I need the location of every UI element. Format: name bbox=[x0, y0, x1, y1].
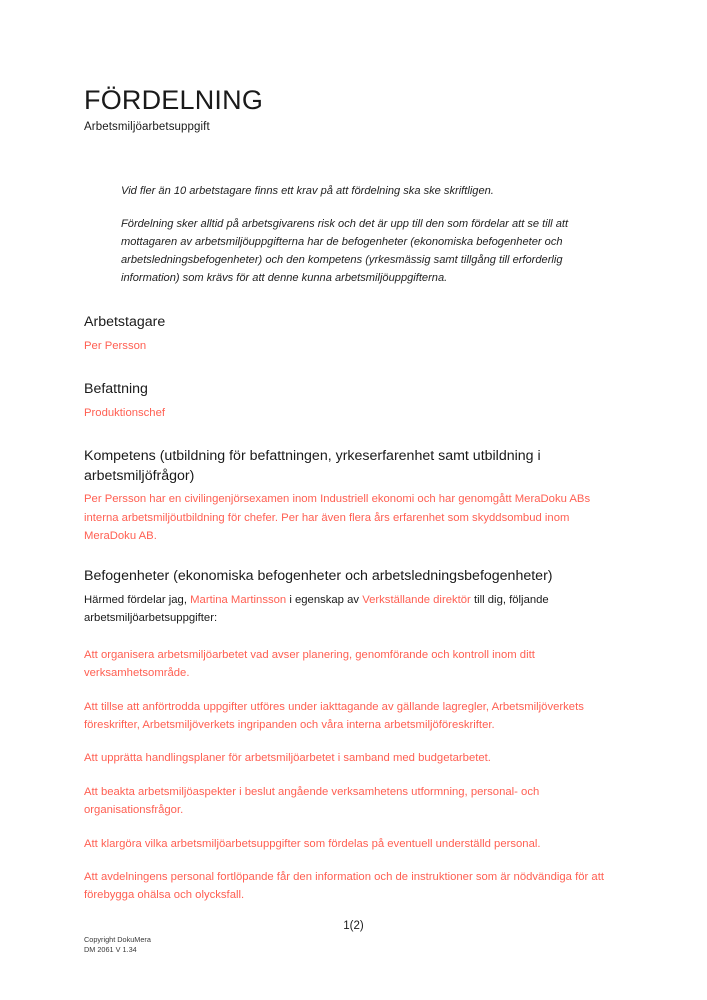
delegator-name: Martina Martinsson bbox=[190, 594, 287, 606]
befogenheter-intro-line bbox=[84, 591, 624, 628]
section-kompetens bbox=[84, 447, 624, 545]
section-heading-befogenheter: Befogenheter (ekonomiska befogenheter och arbetsledningsbefogenheter) bbox=[84, 568, 553, 585]
befogenheter-intro-part-3: till dig, följande arbetsmiljöarbetsuppgifter: bbox=[84, 594, 549, 625]
section-arbetstagare bbox=[84, 313, 624, 355]
document-content bbox=[84, 0, 624, 905]
intro-paragraph-2: Fördelning sker alltid på arbetsgivarens risk och det är upp till den som fördelar att se till att mottagaren av arbetsmiljöuppgifterna har de befogenheter (ekonomiska befogenheter och arbetsledningsbefogenheter) och den kompetens (yrkesmässig samt tillgång till erforderlig information) som krävs för att denne kunna arbetsmiljöuppgifterna. bbox=[121, 218, 569, 285]
section-befattning bbox=[84, 380, 624, 422]
befogenheter-intro-part-1: Härmed fördelar jag, bbox=[84, 594, 191, 606]
task-item: Att upprätta handlingsplaner för arbetsmiljöarbetet i samband med budgetarbetet. bbox=[84, 752, 491, 765]
section-heading-arbetstagare: Arbetstagare bbox=[84, 314, 166, 330]
task-item: Att organisera arbetsmiljöarbetet vad avser planering, genomförande och kontroll inom ditt verksamhetsområde. bbox=[84, 648, 535, 680]
task-item: Att klargöra vilka arbetsmiljöarbetsuppgifter som fördelas på eventuell underställd personal. bbox=[84, 837, 541, 850]
intro-block bbox=[84, 183, 624, 288]
section-befogenheter bbox=[84, 567, 624, 627]
intro-paragraph-1: Vid fler än 10 arbetstagare finns ett krav på att fördelning ska ske skriftligen. bbox=[121, 185, 494, 198]
footer-copyright: Copyright DokuMera bbox=[84, 935, 151, 944]
delegator-role: Verkställande direktör bbox=[362, 594, 471, 606]
section-heading-kompetens: Kompetens (utbildning för befattningen, yrkeserfarenhet samt utbildning i arbetsmiljöfrågor) bbox=[84, 448, 541, 484]
page-subtitle: Arbetsmiljöarbetsuppgift bbox=[84, 121, 210, 134]
section-heading-befattning: Befattning bbox=[84, 381, 148, 397]
task-item: Att avdelningens personal fortlöpande får den information och de instruktioner som är nödvändiga för att förebygga ohälsa och olycksfall. bbox=[84, 871, 604, 902]
page-footer bbox=[84, 935, 151, 956]
page-number: 1(2) bbox=[343, 920, 364, 932]
page-title: FÖRDELNING bbox=[84, 85, 264, 115]
befogenheter-intro-part-2: i egenskap av bbox=[286, 594, 363, 606]
task-item: Att tillse att anförtrodda uppgifter utföres under iakttagande av gällande lagregler, Arbetsmiljöverkets föreskrifter, Arbetsmiljöverkets ingripanden och våra interna arbetsmiljöföreskrifter. bbox=[84, 700, 584, 732]
task-item: Att beakta arbetsmiljöaspekter i beslut angående verksamhetens utformning, personal- och organisationsfrågor. bbox=[84, 785, 540, 817]
footer-document-code: DM 2061 V 1.34 bbox=[84, 945, 137, 955]
field-value-befattning: Produktionschef bbox=[84, 406, 166, 419]
field-value-arbetstagare: Per Persson bbox=[84, 339, 147, 352]
field-value-kompetens: Per Persson har en civilingenjörsexamen inom Industriell ekonomi och har genomgått MeraDoku ABs interna arbetsmiljöutbildning för chefer. Per har även flera års erfarenhet som skyddsombud inom MeraDoku AB. bbox=[84, 493, 591, 542]
task-list bbox=[84, 646, 624, 905]
